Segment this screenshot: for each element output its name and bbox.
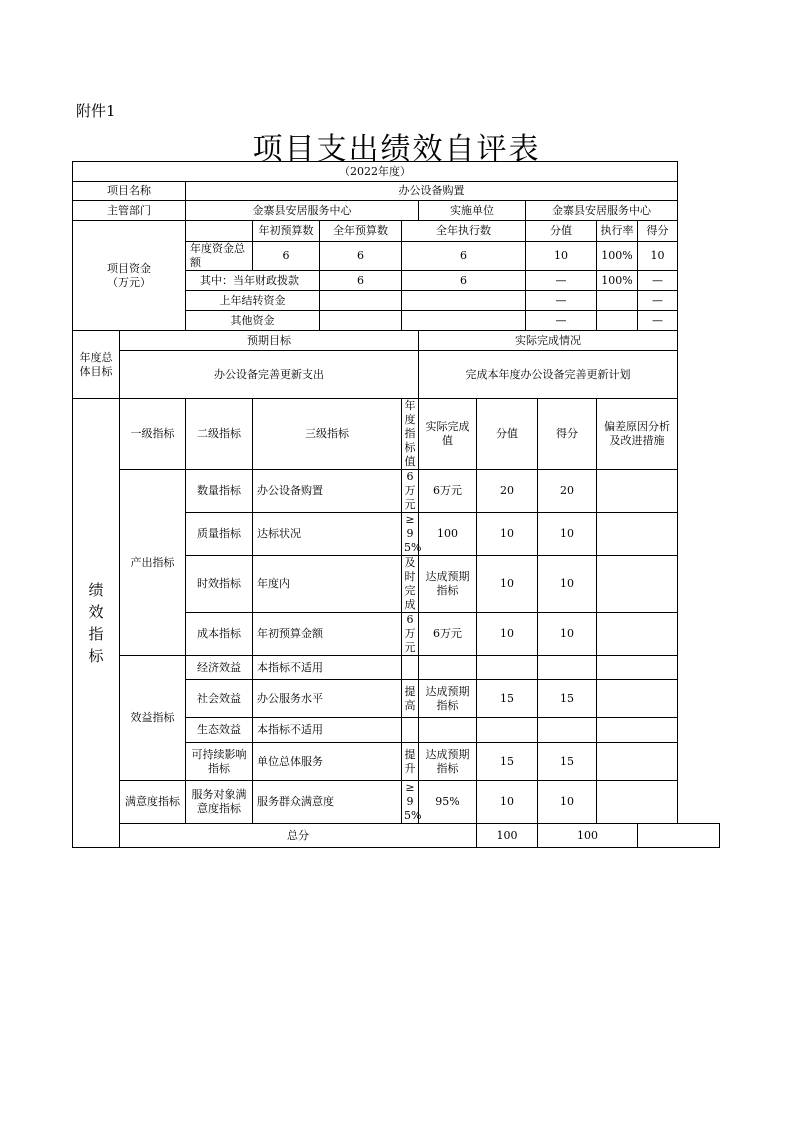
page-title: 项目支出绩效自评表 — [252, 132, 541, 167]
got-value: 10 — [538, 613, 597, 656]
ind-header: 得分 — [538, 399, 597, 470]
got-value: 10 — [538, 781, 597, 824]
ind-header: 年度指标值 — [402, 399, 419, 470]
score-value: 10 — [477, 513, 538, 556]
actual-value: 达成预期指标 — [419, 743, 477, 781]
l2-indicator: 服务对象满意度指标 — [186, 781, 253, 824]
target-value: 提高 — [402, 680, 419, 718]
funds-header: 全年预算数 — [320, 221, 402, 242]
l2-indicator: 可持续影响指标 — [186, 743, 253, 781]
l2-indicator: 生态效益 — [186, 718, 253, 743]
got-value: 10 — [538, 556, 597, 613]
score-value: 10 — [477, 781, 538, 824]
l3-indicator: 本指标不适用 — [253, 656, 402, 680]
l1-indicator: 效益指标 — [120, 656, 186, 781]
funds-row-name: 上年结转资金 — [186, 291, 320, 311]
actual-value — [419, 656, 477, 680]
actual-value: 6万元 — [419, 613, 477, 656]
funds-cell: 6 — [320, 242, 402, 271]
funds-cell: 10 — [526, 242, 597, 271]
l3-indicator: 单位总体服务 — [253, 743, 402, 781]
funds-cell: — — [638, 291, 678, 311]
funds-header: 年初预算数 — [253, 221, 320, 242]
actual-value: 100 — [419, 513, 477, 556]
got-value — [538, 656, 597, 680]
funds-header: 全年执行数 — [402, 221, 526, 242]
target-value: 及时完成 — [402, 556, 419, 613]
l2-indicator: 成本指标 — [186, 613, 253, 656]
dept-label: 主管部门 — [73, 201, 186, 221]
total-got: 100 — [538, 824, 638, 848]
funds-cell: 6 — [402, 271, 526, 291]
got-value: 10 — [538, 513, 597, 556]
performance-table — [72, 161, 720, 848]
score-value — [477, 718, 538, 743]
funds-row-name: 年度资金总额 — [186, 242, 253, 271]
l3-indicator: 服务群众满意度 — [253, 781, 402, 824]
funds-cell: 6 — [402, 242, 526, 271]
actual-value: 95% — [419, 781, 477, 824]
l3-indicator: 年度内 — [253, 556, 402, 613]
project-name-label: 项目名称 — [73, 182, 186, 201]
total-score: 100 — [477, 824, 538, 848]
attachment-label: 附件1 — [76, 102, 116, 120]
ind-header: 三级指标 — [253, 399, 402, 470]
l3-indicator: 办公服务水平 — [253, 680, 402, 718]
actual-value — [419, 718, 477, 743]
impl-value: 金寨县安居服务中心 — [526, 201, 678, 221]
target-value — [402, 656, 419, 680]
funds-cell: — — [526, 271, 597, 291]
l1-indicator: 产出指标 — [120, 470, 186, 656]
l2-indicator: 社会效益 — [186, 680, 253, 718]
target-value: 6万元 — [402, 613, 419, 656]
funds-header: 得分 — [638, 221, 678, 242]
l2-indicator: 经济效益 — [186, 656, 253, 680]
actual-value: 达成预期指标 — [419, 556, 477, 613]
funds-cell: 6 — [253, 242, 320, 271]
funds-cell: — — [526, 291, 597, 311]
note-value — [597, 613, 678, 656]
l3-indicator: 本指标不适用 — [253, 718, 402, 743]
note-value — [597, 743, 678, 781]
target-value — [402, 718, 419, 743]
ind-header: 实际完成值 — [419, 399, 477, 470]
actual-goal-label: 实际完成情况 — [419, 331, 678, 351]
funds-cell: 6 — [320, 271, 402, 291]
funds-row-name: 其中：当年财政拨款 — [186, 271, 320, 291]
funds-header: 执行率 — [597, 221, 638, 242]
actual-value: 6万元 — [419, 470, 477, 513]
year-row: （2022年度） — [73, 162, 678, 182]
goals-label: 年度总体目标 — [73, 331, 120, 399]
l1-indicator: 满意度指标 — [120, 781, 186, 824]
note-value — [597, 470, 678, 513]
indicators-label: 绩效指标 — [73, 399, 120, 848]
l3-indicator: 达标状况 — [253, 513, 402, 556]
note-value — [597, 656, 678, 680]
actual-goal: 完成本年度办公设备完善更新计划 — [419, 351, 678, 399]
note-value — [597, 513, 678, 556]
funds-cell: 10 — [638, 242, 678, 271]
funds-label: 项目资金（万元） — [73, 221, 186, 331]
score-value: 20 — [477, 470, 538, 513]
ind-header: 一级指标 — [120, 399, 186, 470]
l2-indicator: 时效指标 — [186, 556, 253, 613]
target-value: ≥95% — [402, 513, 419, 556]
score-value — [477, 656, 538, 680]
target-value: ≥95% — [402, 781, 419, 824]
funds-cell: 100% — [597, 271, 638, 291]
ind-header: 二级指标 — [186, 399, 253, 470]
score-value: 10 — [477, 613, 538, 656]
total-note — [638, 824, 720, 848]
got-value — [538, 718, 597, 743]
funds-cell: — — [526, 311, 597, 331]
note-value — [597, 680, 678, 718]
score-value: 15 — [477, 680, 538, 718]
score-value: 10 — [477, 556, 538, 613]
expected-goal-label: 预期目标 — [120, 331, 419, 351]
note-value — [597, 781, 678, 824]
total-label: 总分 — [120, 824, 477, 848]
expected-goal: 办公设备完善更新支出 — [120, 351, 419, 399]
funds-cell: 100% — [597, 242, 638, 271]
funds-row-name: 其他资金 — [186, 311, 320, 331]
project-name-value: 办公设备购置 — [186, 182, 678, 201]
l2-indicator: 质量指标 — [186, 513, 253, 556]
dept-value: 金寨县安居服务中心 — [186, 201, 419, 221]
ind-header: 分值 — [477, 399, 538, 470]
l2-indicator: 数量指标 — [186, 470, 253, 513]
impl-label: 实施单位 — [419, 201, 526, 221]
funds-header: 分值 — [526, 221, 597, 242]
got-value: 20 — [538, 470, 597, 513]
note-value — [597, 718, 678, 743]
ind-header: 偏差原因分析及改进措施 — [597, 399, 678, 470]
funds-cell: — — [638, 311, 678, 331]
actual-value: 达成预期指标 — [419, 680, 477, 718]
note-value — [597, 556, 678, 613]
l3-indicator: 办公设备购置 — [253, 470, 402, 513]
l3-indicator: 年初预算金额 — [253, 613, 402, 656]
target-value: 6万元 — [402, 470, 419, 513]
got-value: 15 — [538, 743, 597, 781]
score-value: 15 — [477, 743, 538, 781]
funds-cell: — — [638, 271, 678, 291]
got-value: 15 — [538, 680, 597, 718]
target-value: 提升 — [402, 743, 419, 781]
